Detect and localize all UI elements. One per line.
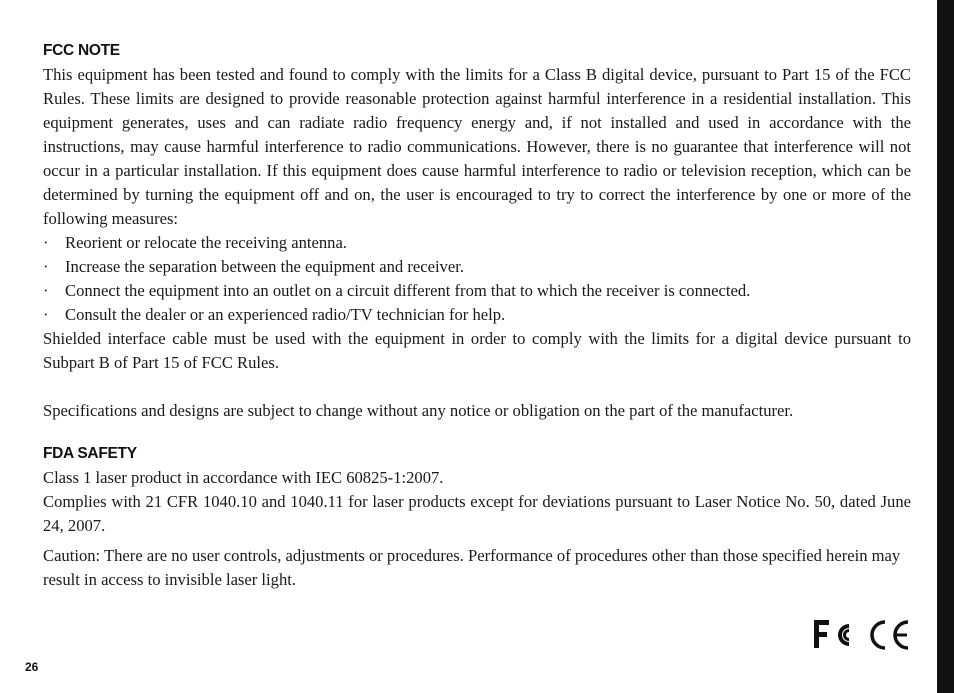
- fda-compliance-line: Complies with 21 CFR 1040.10 and 1040.11 for laser products except for deviations pursuant to Laser Notice No. 50, dated June 24, 2007.: [43, 492, 911, 535]
- bullet-symbol: ·: [43, 305, 49, 324]
- bullet-symbol: ·: [43, 233, 49, 252]
- fda-safety-heading: FDA SAFETY: [43, 445, 137, 462]
- ce-logo-icon: [872, 622, 908, 648]
- page-number: 26: [25, 660, 39, 674]
- list-item: [43, 303, 911, 327]
- fcc-note-paragraph: This equipment has been tested and found to comply with the limits for a Class B digital device, pursuant to Part 15 of the FCC Rules. These limits are designed to provide reasonable protection against harmful interference in a residential installation. This equipment generates, uses and can radiate radio frequency energy and, if not installed and used in accordance with the instructions, may cause harmful interference to radio communications. However, there is no guarantee that interference will not occur in a particular installation. If this equipment does cause harmful interference to radio or television reception, which can be determined by turning the equipment off and on, the user is encouraged to try to correct the interference by one or more of the following measures:: [43, 65, 911, 228]
- fcc-logo-icon: [814, 620, 849, 648]
- list-item: [43, 279, 911, 303]
- measure-text: Reorient or relocate the receiving antenna.: [65, 233, 347, 252]
- fda-caution: Caution: There are no user controls, adjustments or procedures. Performance of procedures other than those specified herein may result in access to invisible laser light.: [43, 546, 901, 589]
- page-edge-bar: [937, 0, 954, 693]
- fcc-measures-list: [43, 231, 911, 327]
- certification-logos: [812, 615, 912, 655]
- spacer: [43, 423, 911, 443]
- fda-class-line: Class 1 laser product in accordance with IEC 60825-1:2007.: [43, 468, 444, 487]
- fcc-note-heading: FCC NOTE: [43, 42, 120, 59]
- measure-text: Increase the separation between the equipment and receiver.: [65, 257, 464, 276]
- bullet-symbol: ·: [43, 257, 49, 276]
- document-body: [43, 40, 911, 592]
- bullet-symbol: ·: [43, 281, 49, 300]
- shielded-cable-note: Shielded interface cable must be used with the equipment in order to comply with the limits for a digital device pursuant to Subpart B of Part 15 of FCC Rules.: [43, 329, 911, 372]
- measure-text: Connect the equipment into an outlet on a circuit different from that to which the receiver is connected.: [65, 281, 751, 300]
- list-item: [43, 231, 911, 255]
- measure-text: Consult the dealer or an experienced radio/TV technician for help.: [65, 305, 506, 324]
- spacer: [43, 375, 911, 399]
- list-item: [43, 255, 911, 279]
- specifications-note: Specifications and designs are subject to change without any notice or obligation on the part of the manufacturer.: [43, 401, 794, 420]
